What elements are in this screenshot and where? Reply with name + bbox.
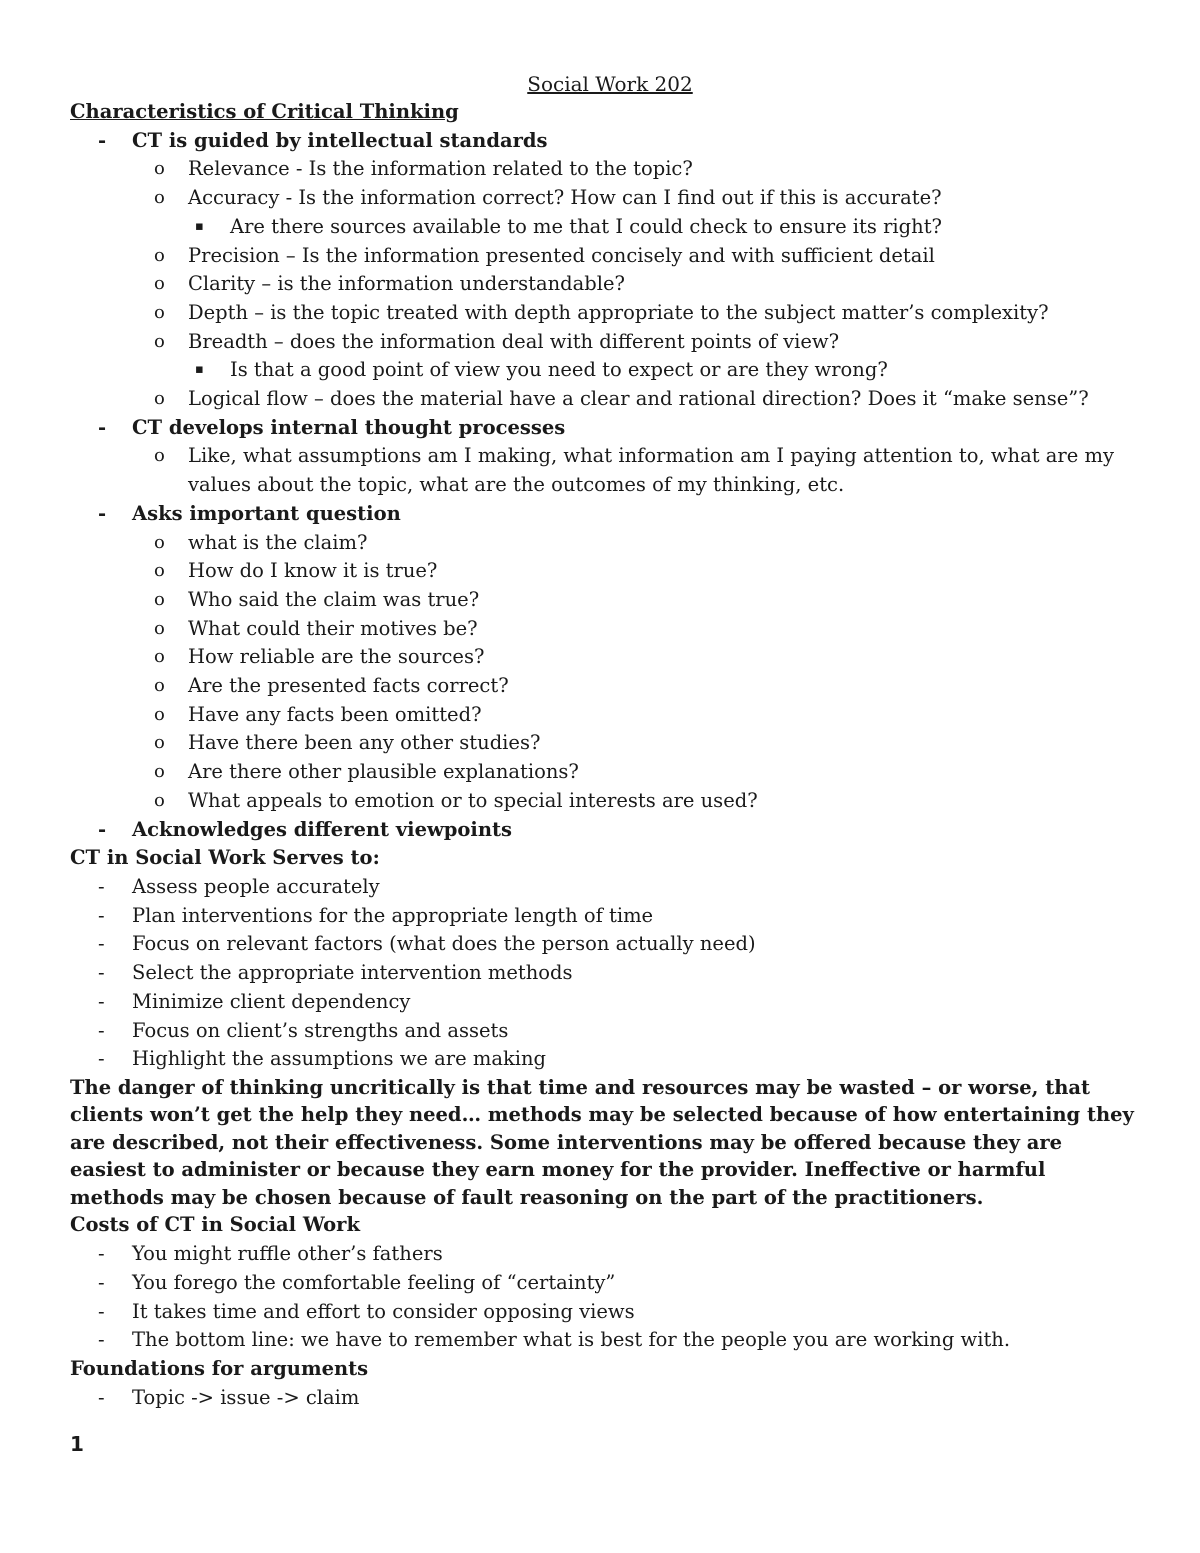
circle-marker: o bbox=[154, 301, 165, 323]
list-item-question bbox=[70, 758, 1150, 787]
list-item-text: what is the claim? bbox=[188, 530, 368, 554]
circle-marker: o bbox=[154, 244, 165, 266]
document-page bbox=[70, 70, 1150, 1412]
list-item-foundations bbox=[70, 1384, 1150, 1413]
list-item-question bbox=[70, 557, 1150, 586]
danger-paragraph: The danger of thinking uncritically is that time and resources may be wasted – or worse, that clients won’t get the help they need… methods may be selected because of how entertaining they are described, not their effectiveness. Some interventions may be offered because they are easiest to administer or because they earn money for the provider. Ineffective or harmful methods may be chosen because of fault reasoning on the part of the practitioners. bbox=[70, 1075, 1134, 1209]
dash-marker: - bbox=[98, 1242, 105, 1266]
list-item-text: Plan interventions for the appropriate length of time bbox=[132, 903, 654, 927]
list-item-text: How do I know it is true? bbox=[188, 559, 438, 583]
dash-marker: - bbox=[98, 128, 107, 152]
list-item-depth bbox=[70, 299, 1150, 328]
dash-marker: - bbox=[98, 1328, 105, 1352]
section-heading-foundations: Foundations for arguments bbox=[70, 1356, 369, 1380]
list-item-text: Minimize client dependency bbox=[132, 989, 411, 1013]
page-number: 1 bbox=[70, 1432, 84, 1456]
bullet-text: Asks important question bbox=[132, 501, 401, 525]
list-item-text: You might ruffle other’s fathers bbox=[132, 1242, 443, 1266]
circle-marker: o bbox=[154, 388, 165, 410]
circle-marker: o bbox=[154, 703, 165, 725]
list-subitem-accuracy bbox=[70, 213, 1150, 242]
list-item-text: It takes time and effort to consider opposing views bbox=[132, 1299, 635, 1323]
circle-marker: o bbox=[154, 617, 165, 639]
list-item-question bbox=[70, 701, 1150, 730]
circle-marker: o bbox=[154, 732, 165, 754]
list-item-text: Are there other plausible explanations? bbox=[188, 760, 579, 784]
dash-marker: - bbox=[98, 817, 107, 841]
list-item-breadth bbox=[70, 328, 1150, 357]
circle-marker: o bbox=[154, 330, 165, 352]
list-item-serves bbox=[70, 1045, 1150, 1074]
bullet-ct-questions bbox=[70, 500, 1150, 529]
list-item-text: Focus on relevant factors (what does the person actually need) bbox=[132, 932, 756, 956]
dash-marker: - bbox=[98, 961, 105, 985]
bullet-text: CT develops internal thought processes bbox=[132, 415, 566, 439]
list-item-text: You forego the comfortable feeling of “certainty” bbox=[132, 1270, 616, 1294]
dash-marker: - bbox=[98, 1299, 105, 1323]
list-item-text: Precision – Is the information presented concisely and with sufficient detail bbox=[188, 243, 935, 267]
circle-marker: o bbox=[154, 531, 165, 553]
list-item-text: What appeals to emotion or to special interests are used? bbox=[188, 788, 758, 812]
circle-marker: o bbox=[154, 158, 165, 180]
list-item-text: How reliable are the sources? bbox=[188, 645, 485, 669]
document-title: Social Work 202 bbox=[527, 72, 693, 96]
list-item-serves bbox=[70, 873, 1150, 902]
list-subitem-breadth bbox=[70, 356, 1150, 385]
list-item-text: Have any facts been omitted? bbox=[188, 702, 482, 726]
list-item-precision bbox=[70, 242, 1150, 271]
list-item-text: Depth – is the topic treated with depth appropriate to the subject matter’s complexity? bbox=[188, 300, 1049, 324]
dash-marker: - bbox=[98, 1018, 105, 1042]
dash-marker: - bbox=[98, 989, 105, 1013]
list-item-serves bbox=[70, 959, 1150, 988]
dash-marker: - bbox=[98, 415, 107, 439]
list-item-text: Assess people accurately bbox=[132, 874, 380, 898]
list-item-serves bbox=[70, 930, 1150, 959]
dash-marker: - bbox=[98, 1047, 105, 1071]
dash-marker: - bbox=[98, 1385, 105, 1409]
list-item-question bbox=[70, 729, 1150, 758]
dash-marker: - bbox=[98, 501, 107, 525]
circle-marker: o bbox=[154, 273, 165, 295]
list-item-question bbox=[70, 615, 1150, 644]
circle-marker: o bbox=[154, 761, 165, 783]
section-heading-serves: CT in Social Work Serves to: bbox=[70, 846, 380, 870]
list-item-text: Highlight the assumptions we are making bbox=[132, 1047, 547, 1071]
list-item-question bbox=[70, 529, 1150, 558]
bullet-ct-internal bbox=[70, 414, 1150, 443]
list-item-text: Topic -> issue -> claim bbox=[132, 1385, 360, 1409]
list-item-costs bbox=[70, 1298, 1150, 1327]
list-item-clarity bbox=[70, 270, 1150, 299]
bullet-ct-standards bbox=[70, 127, 1150, 156]
list-item-text: Relevance - Is the information related to the topic? bbox=[188, 157, 693, 181]
list-item-question bbox=[70, 672, 1150, 701]
circle-marker: o bbox=[154, 445, 165, 467]
square-marker: ▪ bbox=[195, 218, 204, 234]
list-item-question bbox=[70, 787, 1150, 816]
list-item-text: Who said the claim was true? bbox=[188, 587, 480, 611]
list-item-text: What could their motives be? bbox=[188, 616, 478, 640]
section-heading-costs: Costs of CT in Social Work bbox=[70, 1213, 360, 1237]
list-item-text: Have there been any other studies? bbox=[188, 731, 541, 755]
section-heading-characteristics: Characteristics of Critical Thinking bbox=[70, 100, 459, 123]
list-item-serves bbox=[70, 988, 1150, 1017]
list-item-text: Select the appropriate intervention methods bbox=[132, 961, 573, 985]
list-item-question bbox=[70, 643, 1150, 672]
dash-marker: - bbox=[98, 1270, 105, 1294]
list-item-text: Focus on client’s strengths and assets bbox=[132, 1018, 509, 1042]
dash-marker: - bbox=[98, 932, 105, 956]
list-item-text: Is that a good point of view you need to expect or are they wrong? bbox=[230, 358, 888, 382]
list-item-serves bbox=[70, 1017, 1150, 1046]
list-item-costs bbox=[70, 1326, 1150, 1355]
circle-marker: o bbox=[154, 675, 165, 697]
bullet-text: CT is guided by intellectual standards bbox=[132, 128, 548, 152]
circle-marker: o bbox=[154, 646, 165, 668]
list-item-text: Are there sources available to me that I could check to ensure its right? bbox=[230, 214, 942, 238]
circle-marker: o bbox=[154, 560, 165, 582]
list-item-accuracy bbox=[70, 184, 1150, 213]
bullet-text: Acknowledges different viewpoints bbox=[132, 817, 512, 841]
list-item-costs bbox=[70, 1240, 1150, 1269]
circle-marker: o bbox=[154, 187, 165, 209]
list-item-text: Accuracy - Is the information correct? How can I find out if this is accurate? bbox=[188, 186, 942, 210]
circle-marker: o bbox=[154, 588, 165, 610]
list-item-text: Clarity – is the information understandable? bbox=[188, 272, 625, 296]
list-item-text: Are the presented facts correct? bbox=[188, 674, 509, 698]
list-item-internal bbox=[70, 442, 1148, 499]
list-item-logical-flow bbox=[70, 385, 1150, 414]
dash-marker: - bbox=[98, 874, 105, 898]
list-item-text: The bottom line: we have to remember what is best for the people you are working with. bbox=[132, 1328, 1011, 1352]
list-item-serves bbox=[70, 902, 1150, 931]
list-item-text: Breadth – does the information deal with different points of view? bbox=[188, 329, 840, 353]
list-item-text: Like, what assumptions am I making, what information am I paying attention to, what are my values about the topic, what are the outcomes of my thinking, etc. bbox=[188, 444, 1114, 497]
bullet-ct-viewpoints bbox=[70, 816, 1150, 845]
circle-marker: o bbox=[154, 789, 165, 811]
list-item-question bbox=[70, 586, 1150, 615]
dash-marker: - bbox=[98, 903, 105, 927]
list-item-relevance bbox=[70, 155, 1150, 184]
square-marker: ▪ bbox=[195, 362, 204, 378]
list-item-text: Logical flow – does the material have a clear and rational direction? Does it “make sense”? bbox=[188, 387, 1089, 411]
list-item-costs bbox=[70, 1269, 1150, 1298]
